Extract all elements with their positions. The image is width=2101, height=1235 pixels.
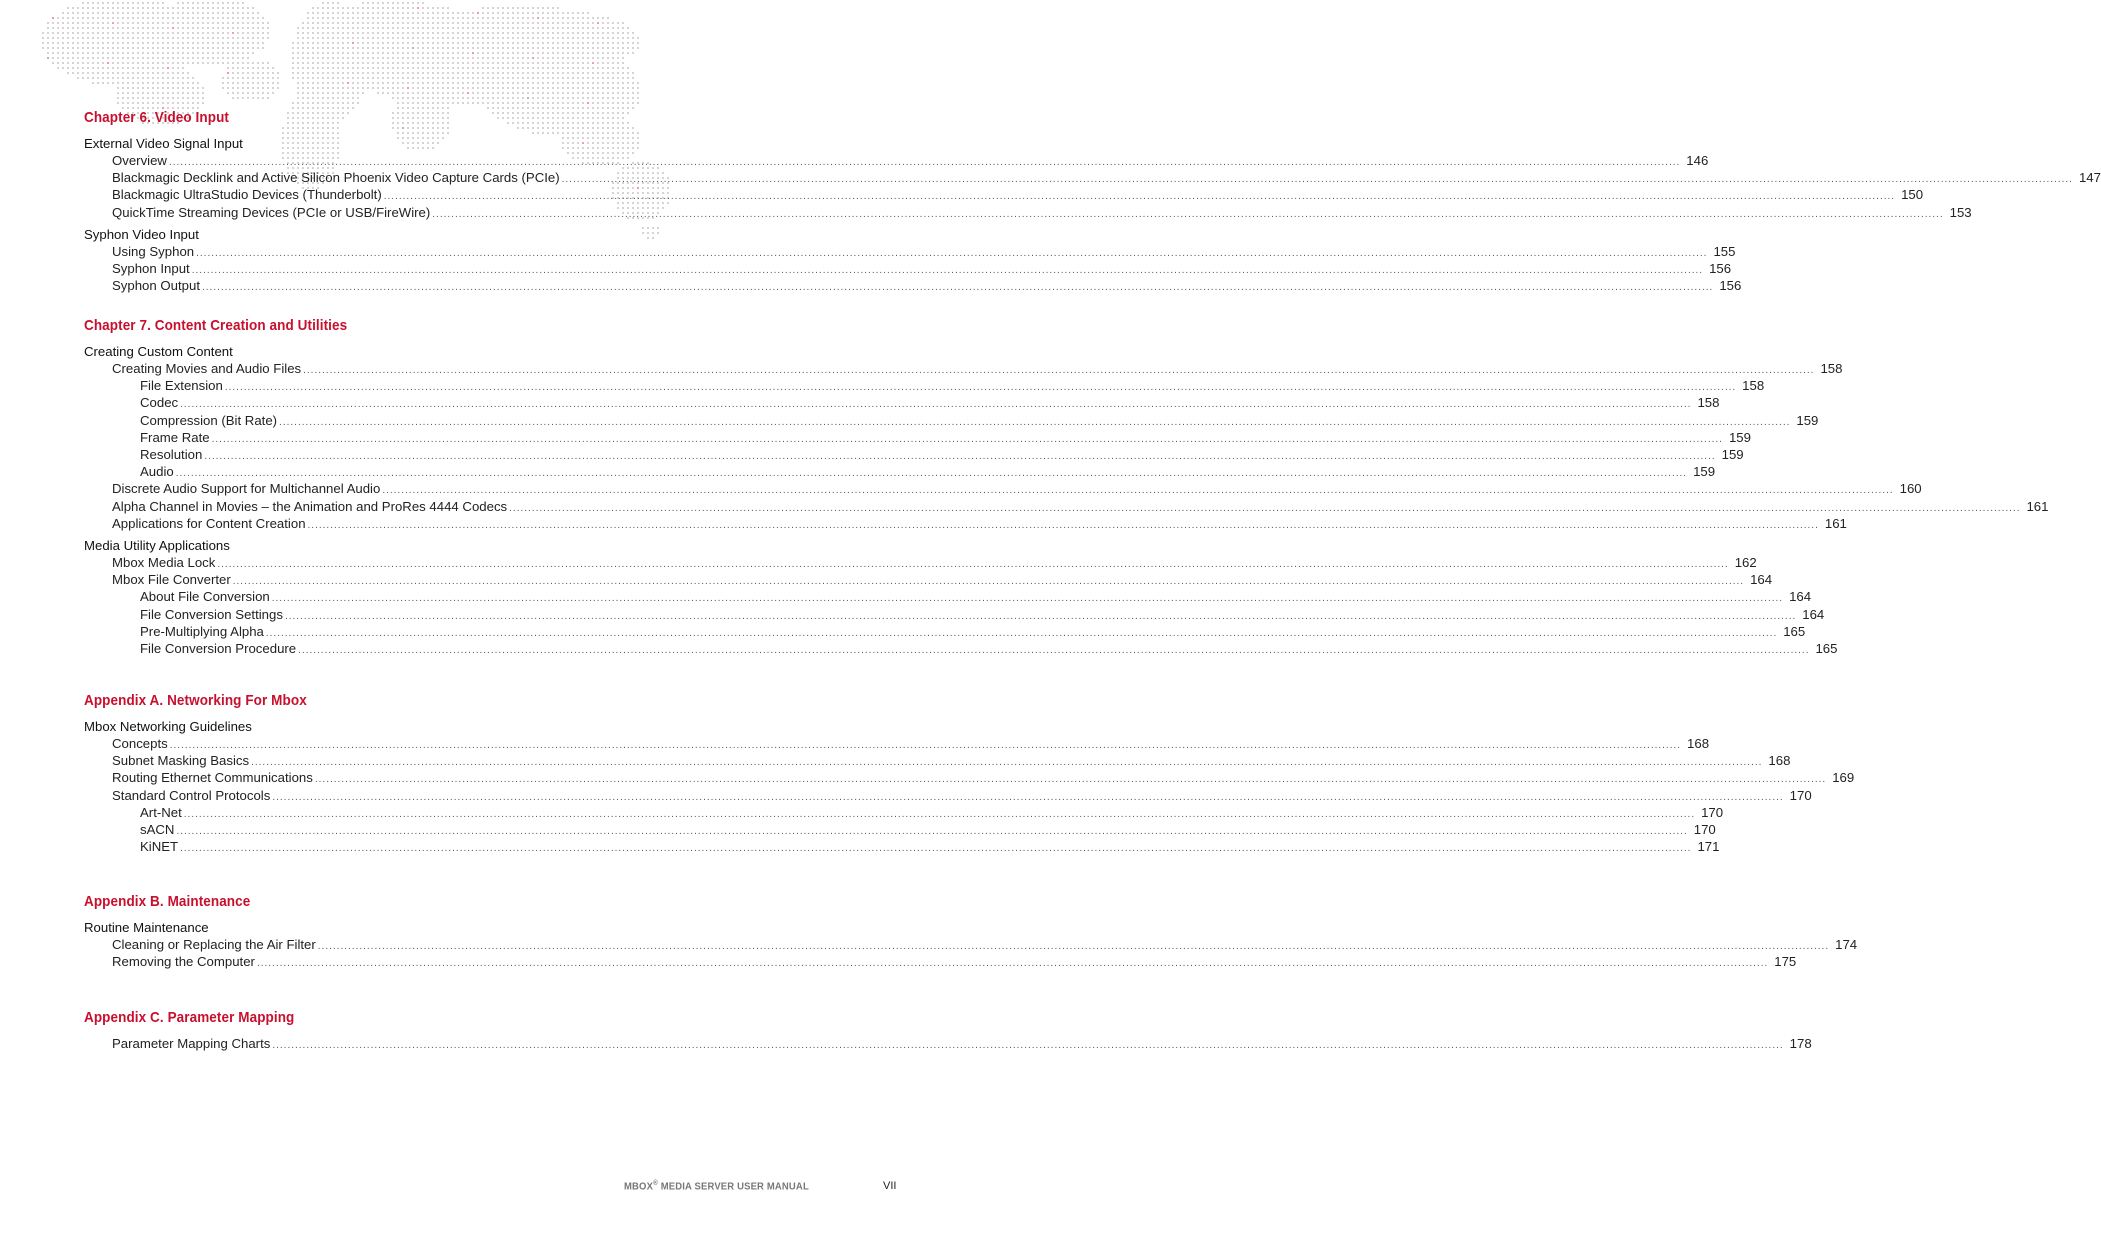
toc-entry[interactable] [140,429,1751,445]
toc-entry-page: 161 [2026,498,2049,514]
dot-leader: ................................................................................................................................................................................................................................................................................................................................................................................................................ [169,740,1682,751]
dot-leader: ................................................................................................................................................................................................................................................................................................................................................................................................................ [183,808,1696,820]
toc-entry-page: 164 [1750,572,1773,588]
toc-entry[interactable] [112,261,1732,276]
toc-entry-title: Subnet Masking Basics [112,753,250,769]
dot-leader: ................................................................................................................................................................................................................................................................................................................................................................................................................ [303,365,1815,376]
dot-leader: ................................................................................................................................................................................................................................................................................................................................................................................................................ [196,247,1708,259]
chapter-heading: Chapter 6. Video Input [84,109,229,126]
toc-entry-title: Cleaning or Replacing the Air Filter [112,937,316,952]
toc-entry-page: 147 [2078,170,2101,186]
toc-entry[interactable] [140,447,1744,462]
footer-brand: MBOX [624,1180,654,1193]
toc-entry[interactable] [112,937,1858,952]
toc-entry-title: Audio [140,464,174,480]
toc-entry[interactable] [112,787,1812,803]
toc-entry[interactable] [112,361,1843,376]
dot-leader: ................................................................................................................................................................................................................................................................................................................................................................................................................ [272,791,1784,803]
toc-entry[interactable] [112,736,1710,751]
toc-entry[interactable] [112,243,1736,259]
toc-entry-page: 155 [1713,243,1736,259]
toc-entry-page: 171 [1697,839,1720,855]
dot-leader: ................................................................................................................................................................................................................................................................................................................................................................................................................ [256,958,1769,970]
dot-leader: ................................................................................................................................................................................................................................................................................................................................................................................................................ [232,576,1745,588]
dot-leader: ................................................................................................................................................................................................................................................................................................................................................................................................................ [272,1040,1784,1051]
toc-entry-page: 159 [1796,412,1819,428]
toc-entry-page: 146 [1686,153,1709,168]
toc-entry-page: 150 [1901,187,1924,203]
toc-entry-title: Blackmagic Decklink and Active Silicon Phoenix Video Capture Cards (PCIe) [112,170,560,186]
toc-entry-title: Frame Rate [140,429,210,445]
toc-entry-title: Syphon Output [112,278,200,294]
toc-entry-title: File Conversion Settings [140,606,283,622]
toc-entry-title: Art-Net [140,804,182,820]
section-title: Creating Custom Content [84,344,233,359]
toc-entry[interactable] [140,641,1838,656]
toc-entry-page: 175 [1774,954,1797,970]
toc-entry-title: File Conversion Procedure [140,641,297,656]
toc-entry-page: 162 [1734,555,1757,570]
toc-entry-title: Parameter Mapping Charts [112,1036,271,1051]
toc-entry-title: Applications for Content Creation [112,515,306,531]
toc-entry-title: Overview [112,153,167,168]
toc-entry[interactable] [112,204,1972,220]
toc-entry-page: 159 [1693,464,1716,480]
dot-leader: ................................................................................................................................................................................................................................................................................................................................................................................................................ [211,433,1723,445]
toc-entry-title: Compression (Bit Rate) [140,412,278,428]
dot-leader: ................................................................................................................................................................................................................................................................................................................................................................................................................ [191,265,1704,276]
toc-entry-title: Routing Ethernet Communications [112,770,313,786]
footer-page-number: VII [883,1180,897,1192]
toc-entry-page: 153 [1949,204,1972,220]
toc-entry-title: KiNET [140,839,179,855]
toc-entry-page: 159 [1728,429,1751,445]
toc-entry-title: Pre-Multiplying Alpha [140,623,264,639]
toc-entry[interactable] [112,498,2049,514]
toc-entry-page: 169 [1832,770,1855,786]
toc-entry-title: Creating Movies and Audio Files [112,361,302,376]
dot-leader: ................................................................................................................................................................................................................................................................................................................................................................................................................ [201,282,1714,294]
toc-entry[interactable] [140,839,1720,855]
toc-entry[interactable] [112,278,1742,294]
dot-leader: ................................................................................................................................................................................................................................................................................................................................................................................................................ [314,774,1827,786]
toc-entry-page: 156 [1709,261,1732,276]
dot-leader: ................................................................................................................................................................................................................................................................................................................................................................................................................ [180,843,1692,855]
toc-entry[interactable] [112,954,1797,970]
toc-entry-title: Standard Control Protocols [112,787,271,803]
toc-entry-page: 165 [1783,623,1806,639]
dot-leader: ................................................................................................................................................................................................................................................................................................................................................................................................................ [432,208,1944,220]
dot-leader: ................................................................................................................................................................................................................................................................................................................................................................................................................ [180,399,1692,411]
toc-entry-page: 168 [1687,736,1710,751]
toc-entry-page: 170 [1789,787,1812,803]
dot-leader: ................................................................................................................................................................................................................................................................................................................................................................................................................ [204,451,1716,462]
toc-entry-page: 165 [1815,641,1838,656]
toc-entry[interactable] [112,187,1924,203]
dot-leader: ................................................................................................................................................................................................................................................................................................................................................................................................................ [509,502,2021,514]
toc-entry[interactable] [112,770,1855,786]
chapter-heading: Appendix A. Networking For Mbox [84,692,307,709]
toc-entry[interactable] [140,804,1724,820]
dot-leader: ................................................................................................................................................................................................................................................................................................................................................................................................................ [284,610,1797,622]
section-title: External Video Signal Input [84,136,243,151]
toc-entry[interactable] [112,153,1709,168]
toc-entry[interactable] [112,555,1757,570]
toc-entry[interactable] [112,1036,1812,1051]
toc-entry-page: 161 [1824,515,1847,531]
dot-leader: ................................................................................................................................................................................................................................................................................................................................................................................................................ [175,468,1688,480]
footer-manual-name: MEDIA SERVER USER MANUAL [657,1180,809,1193]
section-title: Mbox Networking Guidelines [84,719,252,734]
dot-leader: ................................................................................................................................................................................................................................................................................................................................................................................................................ [176,826,1688,837]
toc-entry-page: 170 [1701,804,1724,820]
dot-leader: ................................................................................................................................................................................................................................................................................................................................................................................................................ [382,485,1894,497]
section-title: Media Utility Applications [84,538,230,553]
dot-leader: ................................................................................................................................................................................................................................................................................................................................................................................................................ [265,627,1778,639]
toc-entry-title: File Extension [140,378,223,394]
toc-entry-page: 168 [1768,753,1791,769]
toc-entry-title: Syphon Input [112,261,190,276]
dot-leader: ................................................................................................................................................................................................................................................................................................................................................................................................................ [251,757,1763,769]
toc-entry[interactable] [140,378,1765,394]
toc-entry[interactable] [140,606,1825,622]
toc-entry-page: 160 [1899,481,1922,497]
toc-entry[interactable] [140,589,1812,605]
dot-leader: ................................................................................................................................................................................................................................................................................................................................................................................................................ [298,645,1810,656]
toc-entry-title: Resolution [140,447,203,462]
toc-entry-page: 170 [1693,822,1716,837]
toc-entry-title: Blackmagic UltraStudio Devices (Thunderbolt) [112,187,382,203]
toc-entry-title: Removing the Computer [112,954,255,970]
dot-leader: ................................................................................................................................................................................................................................................................................................................................................................................................................ [561,174,2073,186]
toc-entry-title: Alpha Channel in Movies – the Animation and ProRes 4444 Codecs [112,498,508,514]
toc-entry-title: QuickTime Streaming Devices (PCIe or USB/FireWire) [112,204,431,220]
toc-entry[interactable] [112,170,2101,186]
toc-entry-page: 159 [1721,447,1744,462]
toc-entry-title: Mbox Media Lock [112,555,216,570]
dot-leader: ................................................................................................................................................................................................................................................................................................................................................................................................................ [217,559,1729,570]
section-title: Routine Maintenance [84,920,209,935]
dot-leader: ................................................................................................................................................................................................................................................................................................................................................................................................................ [224,382,1737,394]
toc-entry[interactable] [140,464,1716,480]
toc-entry-page: 156 [1719,278,1742,294]
chapter-heading: Chapter 7. Content Creation and Utilities [84,317,348,334]
dot-leader: ................................................................................................................................................................................................................................................................................................................................................................................................................ [168,157,1681,168]
toc-entry-title: Discrete Audio Support for Multichannel Audio [112,481,381,497]
toc-entry-title: Concepts [112,736,168,751]
toc-entry[interactable] [140,395,1720,411]
toc-entry-title: Codec [140,395,179,411]
toc-entry-page: 158 [1742,378,1765,394]
dot-leader: ................................................................................................................................................................................................................................................................................................................................................................................................................ [307,519,1819,531]
section-title: Syphon Video Input [84,226,199,242]
toc-entry-page: 178 [1789,1036,1812,1051]
toc-entry-title: Mbox File Converter [112,572,231,588]
dot-leader: ................................................................................................................................................................................................................................................................................................................................................................................................................ [271,593,1784,605]
toc-entry[interactable] [112,572,1773,588]
toc-entry-title: sACN [140,822,175,837]
toc-entry-page: 164 [1802,606,1825,622]
toc-entry-title: About File Conversion [140,589,270,605]
registered-mark: ® [653,1180,658,1187]
toc-entry-page: 158 [1820,361,1843,376]
chapter-heading: Appendix C. Parameter Mapping [84,1009,295,1026]
toc-entry[interactable] [112,753,1791,769]
dot-leader: ................................................................................................................................................................................................................................................................................................................................................................................................................ [279,416,1791,428]
toc-entry-page: 164 [1789,589,1812,605]
toc-entry[interactable] [112,515,1847,531]
toc-entry-page: 174 [1835,937,1858,952]
toc-entry[interactable] [140,412,1819,428]
chapter-heading: Appendix B. Maintenance [84,893,251,910]
toc-entry[interactable] [140,623,1806,639]
toc-entry[interactable] [112,481,1922,497]
toc-entry-title: Using Syphon [112,243,195,259]
toc-entry-page: 158 [1697,395,1720,411]
footer-manual-title [624,1180,809,1193]
dot-leader: ................................................................................................................................................................................................................................................................................................................................................................................................................ [317,941,1830,952]
dot-leader: ................................................................................................................................................................................................................................................................................................................................................................................................................ [383,191,1896,203]
toc-entry[interactable] [140,822,1716,837]
